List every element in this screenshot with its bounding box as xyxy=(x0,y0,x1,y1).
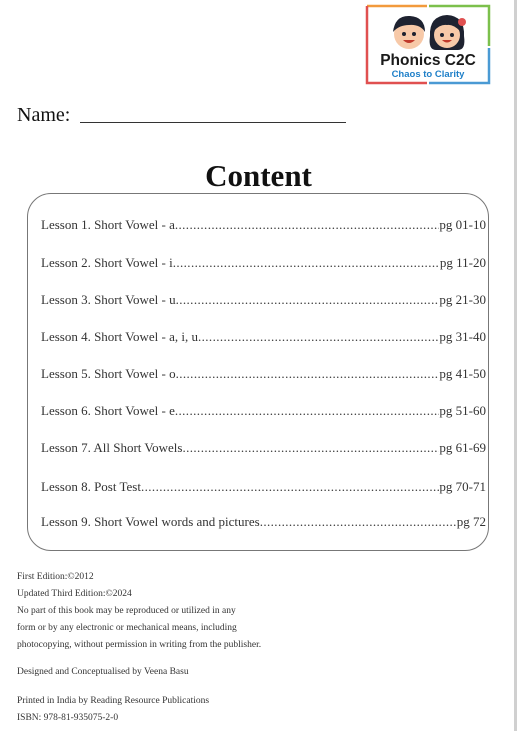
toc-item-page: pg 31-40 xyxy=(439,329,486,344)
isbn-text: ISBN: 978-81-935075-2-0 xyxy=(17,713,119,723)
toc-leader-dots xyxy=(182,440,439,456)
rights-text-line: photocopying, without permission in writing from the publisher. xyxy=(17,640,262,650)
toc-item-label: Lesson 1. Short Vowel - a xyxy=(41,217,175,232)
toc-item-page: pg 01-10 xyxy=(439,217,486,232)
toc-item-label: Lesson 5. Short Vowel - o xyxy=(41,366,176,381)
toc-leader-dots xyxy=(141,479,439,495)
toc-item-label: Lesson 8. Post Test xyxy=(41,479,141,494)
toc-item-label: Lesson 2. Short Vowel - i xyxy=(41,255,173,270)
toc-leader-dots xyxy=(176,292,440,308)
toc-leader-dots xyxy=(175,217,440,233)
toc-leader-dots xyxy=(176,366,440,382)
first-edition-text: First Edition:©2012 xyxy=(17,572,94,582)
toc-item xyxy=(41,440,486,456)
toc-leader-dots xyxy=(260,514,457,530)
toc-item-page: pg 51-60 xyxy=(439,403,486,418)
toc-item xyxy=(41,329,486,345)
toc-item xyxy=(41,514,486,530)
toc-item-page: pg 72 xyxy=(456,514,486,529)
toc-item-label: Lesson 6. Short Vowel - e xyxy=(41,403,175,418)
toc-item-label: Lesson 9. Short Vowel words and pictures xyxy=(41,514,260,529)
logo-graphic xyxy=(365,4,491,85)
name-label: Name: xyxy=(17,104,71,126)
toc-item xyxy=(41,403,486,419)
designed-by-text: Designed and Conceptualised by Veena Basu xyxy=(17,667,189,677)
toc-item xyxy=(41,366,486,382)
toc-item-page: pg 41-50 xyxy=(439,366,486,381)
boy-face-icon xyxy=(393,16,425,49)
rights-text-line: No part of this book may be reproduced or utilized in any xyxy=(17,606,236,616)
name-field-line xyxy=(80,122,346,123)
toc-item xyxy=(41,217,486,233)
updated-edition-text: Updated Third Edition:©2024 xyxy=(17,589,132,599)
logo-tagline-text: Chaos to Clarity xyxy=(391,69,465,80)
rights-text-line: form or by any electronic or mechanical means, including xyxy=(17,623,237,633)
table-of-contents xyxy=(27,193,489,551)
toc-item-label: Lesson 3. Short Vowel - u xyxy=(41,292,176,307)
toc-item xyxy=(41,255,486,271)
toc-leader-dots xyxy=(173,255,440,271)
toc-item-page: pg 70-71 xyxy=(439,479,486,494)
toc-item-label: Lesson 7. All Short Vowels xyxy=(41,440,183,455)
toc-item-page: pg 11-20 xyxy=(439,255,486,270)
toc-item xyxy=(41,479,486,495)
printed-by-text: Printed in India by Reading Resource Publications xyxy=(17,696,210,706)
toc-leader-dots xyxy=(198,329,439,345)
girl-face-icon xyxy=(430,15,466,50)
page-title: Content xyxy=(205,158,312,193)
toc-leader-dots xyxy=(175,403,440,419)
toc-item-label: Lesson 4. Short Vowel - a, i, u xyxy=(41,329,198,344)
toc-item-page: pg 21-30 xyxy=(439,292,486,307)
toc-item xyxy=(41,292,486,308)
phonics-c2c-logo xyxy=(365,4,491,85)
toc-item-page: pg 61-69 xyxy=(439,440,486,455)
logo-brand-text: Phonics C2C xyxy=(380,52,476,69)
